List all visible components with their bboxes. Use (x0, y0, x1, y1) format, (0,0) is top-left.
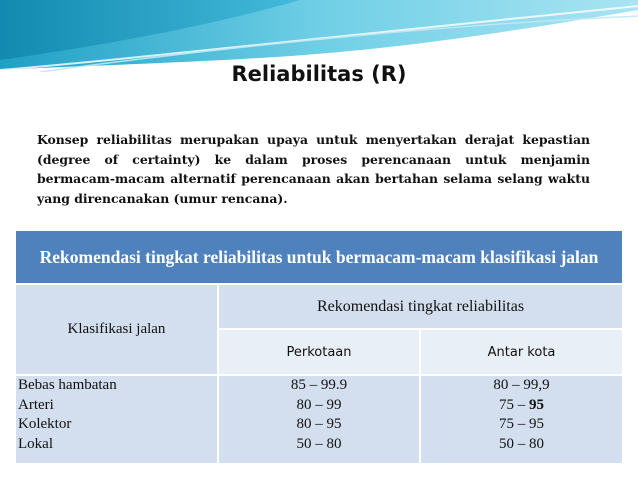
column-header-rekomendasi: Rekomendasi tingkat reliabilitas (218, 284, 623, 329)
list-item: 80 – 95 (296, 416, 342, 432)
list-item: 75 – 95 (499, 416, 545, 432)
value-bold: 95 (529, 396, 545, 413)
list-item: Kolektor (18, 416, 72, 432)
value-prefix: 75 – (499, 396, 530, 413)
klasifikasi-list (15, 375, 218, 464)
perkotaan-values (218, 375, 420, 464)
list-item: Lokal (18, 435, 53, 452)
list-item: Arteri (18, 396, 54, 413)
list-item: 50 – 80 (499, 435, 545, 452)
list-item: 80 – 99,9 (493, 377, 550, 393)
reliability-table (14, 229, 624, 465)
subheader-perkotaan: Perkotaan (218, 329, 420, 375)
column-header-klasifikasi: Klasifikasi jalan (15, 284, 218, 375)
antar-kota-values (420, 375, 623, 464)
list-item: Bebas hambatan (18, 377, 117, 393)
list-item: 80 – 99 (296, 396, 342, 413)
list-item: 85 – 99.9 (290, 377, 348, 393)
list-item (421, 396, 622, 416)
slide-title: Reliabilitas (R) (231, 62, 407, 86)
intro-paragraph: Konsep reliabilitas merupakan upaya untuk menyertakan derajat kepastian (degree of certainty) ke dalam proses perencanaan untuk menjamin bermacam-macam alternatif perencanaan akan bertahan selama selang waktu yang direncanakan (umur rencana). (37, 132, 590, 206)
list-item: 50 – 80 (296, 435, 342, 452)
table-heading: Rekomendasi tingkat reliabilitas untuk bermacam-macam klasifikasi jalan (15, 230, 623, 284)
subheader-antar-kota: Antar kota (420, 329, 623, 375)
